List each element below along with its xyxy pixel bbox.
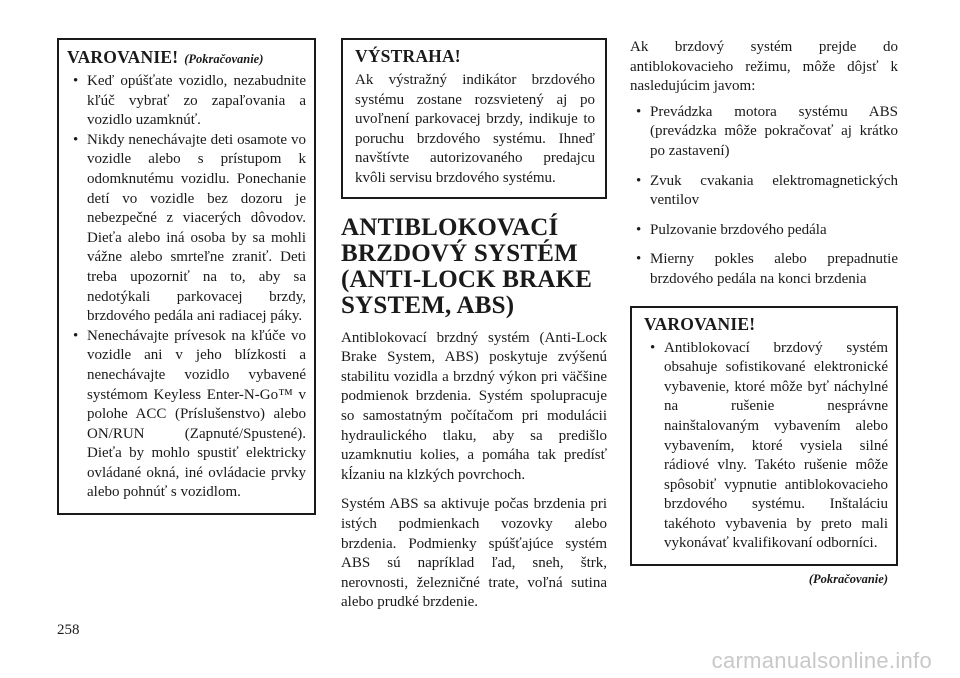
warning-header — [67, 46, 306, 68]
body-paragraph: Systém ABS sa aktivuje počas brzdenia pri istých podmienkach vozovky alebo brzdenia. Podmienky spúšťajúce systém ABS sú napríklad ľad, sneh, štrk, nerovnosti, železničné trate, voľná sutina alebo prudké brzdenie. — [341, 496, 607, 611]
warning-item: • Nikdy nenechávajte deti osamote vo vozidle alebo s prístupom k odomknutému vozidlu. Ponechanie detí vo vozidle bez dozoru je nebezpečné z viacerých dôvodov. Dieťa alebo iná osoba by sa mohli vážne alebo smrteľne zraniť. Deti treba upozorniť na to, aby sa nedotýkali parkovacej brzdy, brzdového pedála ani radiacej páky. — [67, 131, 306, 327]
warning-box — [630, 306, 898, 567]
symptom-item: • Prevádzka motora systému ABS (prevádzka môže pokračovať aj krátko po zastavení) — [630, 103, 898, 162]
watermark: carmanualsonline.info — [711, 648, 932, 673]
warning-list — [67, 72, 306, 503]
caution-title: VÝSTRAHA! — [355, 46, 461, 66]
symptom-item: • Zvuk cvakania elektromagnetických ventilov — [630, 172, 898, 211]
symptom-list — [630, 103, 898, 290]
page-number: 258 — [57, 622, 80, 638]
middle-column — [341, 38, 607, 623]
warning-item: • Antiblokovací brzdový systém obsahuje sofistikované elektronické vybavenie, ktoré môže byť náchylné na rušenie nesprávne nainštalovaným vybavením alebo vybavením, ktoré vysiela silné rádiové vlny. Takéto rušenie môže spôsobiť vypnutie antiblokovacieho brzdového systému. Inštaláciu takéhoto vybavenia by preto mali vykonávať kvalifikovaní odborníci. — [644, 339, 888, 555]
warning-list — [644, 339, 888, 555]
warning-item: • Nenechávajte prívesok na kľúče vo vozidle ani v jeho blízkosti a nenechávajte vozidlo vybavené systémom Keyless Enter-N-Go™ v polohe ACC (Príslušenstvo) alebo ON/RUN (Zapnuté/Spustené). Dieťa by mohlo spustiť elektricky ovládané okná, iné ovládacie prvky alebo pohnúť s vozidlom. — [67, 327, 306, 503]
warning-title: VAROVANIE! — [67, 47, 179, 67]
right-column — [630, 38, 898, 587]
continued-label: (Pokračovanie) — [808, 572, 888, 587]
caution-box — [341, 38, 607, 199]
warning-continued-label: (Pokračovanie) — [184, 52, 264, 66]
symptom-item: • Pulzovanie brzdového pedála — [630, 221, 898, 241]
caution-text: Ak výstražný indikátor brzdového systému zostane rozsvietený aj po uvoľnení parkovacej brzdy, indikuje to poruchu brzdového systému. Ihneď navštívte autorizovaného predajcu kvôli servisu brzdového systému. — [355, 72, 595, 186]
symptom-item: • Mierny pokles alebo prepadnutie brzdového pedála na konci brzdenia — [630, 250, 898, 289]
section-heading: ANTIBLOKOVACÍ BRZDOVÝ SYSTÉM (ANTI-LOCK BRAKE SYSTEM, ABS) — [341, 213, 593, 319]
left-column — [57, 38, 316, 515]
warning-title: VAROVANIE! — [644, 313, 756, 334]
warning-item: • Keď opúšťate vozidlo, nezabudnite kľúč vybrať zo zapaľovania a vozidlo uzamknúť. — [67, 72, 306, 131]
intro-paragraph: Ak brzdový systém prejde do antiblokovacieho režimu, môže dôjsť k nasledujúcim javom: — [630, 39, 898, 95]
warning-box-continued — [57, 38, 316, 515]
body-paragraph: Antiblokovací brzdný systém (Anti-Lock Brake System, ABS) poskytuje zvýšenú stabilitu vozidla a brzdný výkon pri väčšine podmienok brzdenia. Systém spolupracuje so samostatným počítačom pri modulácii hydraulického tlaku, aby sa predišlo uzamknutiu kolies, a pomáha tak predísť kĺzaniu na klzkých povrchoch. — [341, 329, 607, 483]
